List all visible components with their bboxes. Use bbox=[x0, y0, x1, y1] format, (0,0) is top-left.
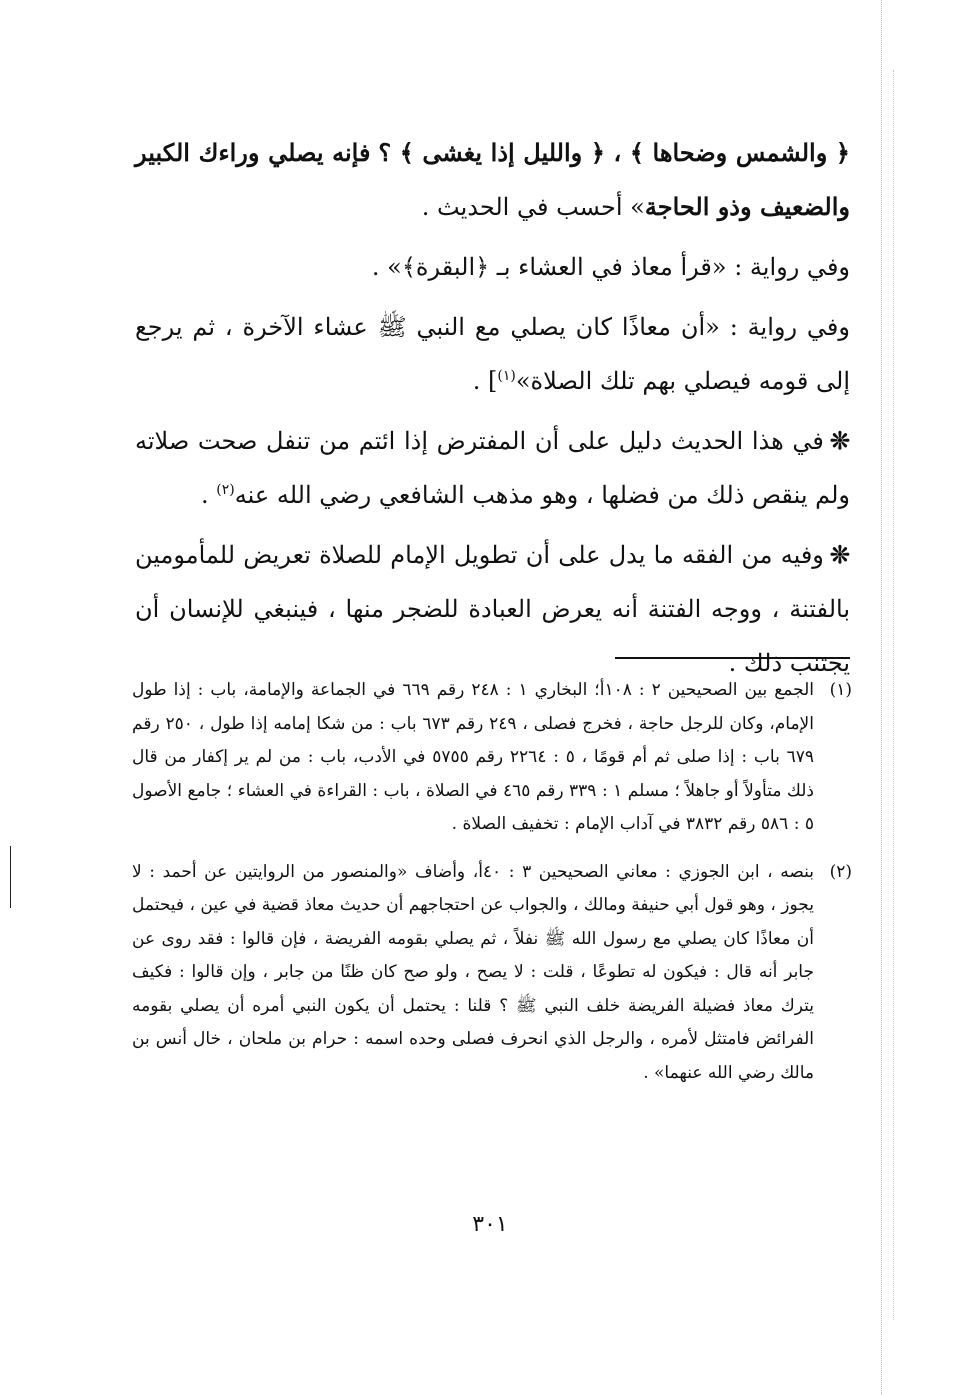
paragraph-1-tail: » أحسب في الحديث . bbox=[421, 193, 645, 221]
paragraph-1 bbox=[135, 126, 850, 234]
footnotes-section bbox=[132, 674, 852, 1104]
paragraph-3-end: ] . bbox=[472, 367, 498, 395]
footnote-separator bbox=[615, 657, 850, 659]
paragraph-5 bbox=[135, 528, 850, 690]
paragraph-2 bbox=[135, 240, 850, 294]
footnote-number: (١) bbox=[829, 680, 852, 700]
footnote-ref-2[interactable]: (٢) bbox=[216, 482, 235, 498]
fiqh-note-2: وفيه من الفقه ما يدل على أن تطويل الإمام للصلاة تعريض للمأمومين بالفتنة ، ووجه الفتنة أنه يعرض العبادة للضجر منها ، فينبغي للإنسان أن يجتنب ذلك . bbox=[135, 541, 850, 677]
footnote-2 bbox=[132, 856, 852, 1091]
hadith-quote: فإنه يصلي وراءك الكبير والضعيف وذو الحاجة bbox=[135, 138, 850, 221]
footnote-number: (٢) bbox=[829, 861, 852, 882]
footnote-text: الجمع بين الصحيحين ٢ : ١٠٨أ؛ البخاري ١ : ٢٤٨ رقم ٦٦٩ في الجماعة والإمامة، باب : إذا طول الإمام، وكان للرجل حاجة ، فخرج فصلى ، ٢٤٩ رقم ٦٧٣ باب : من شكا إمامه إذا طول ، ٢٥٠ رقم ٦٧٩ باب : إذا صلى ثم أم قومًا ، ٥ : ٢٢٦٤ رقم ٥٧٥٥ في الأدب، باب : من لم ير إكفار من قال ذلك متأولاً أو جاهلاً ؛ مسلم ١ : ٣٣٩ رقم ٤٦٥ في الصلاة ، باب : القراءة في العشاء ؛ جامع الأصول ٥ : ٥٨٦ رقم ٣٨٣٢ في آداب الإمام : تخفيف الصلاة . bbox=[132, 680, 815, 834]
page-edge-shadow-inner bbox=[893, 70, 894, 1320]
riwaya-baqara: وفي رواية : «قرأ معاذ في العشاء بـ ﴿البقرة﴾» . bbox=[371, 253, 850, 281]
footnote-ref-1[interactable]: (١) bbox=[497, 368, 516, 384]
paragraph-4 bbox=[135, 414, 850, 522]
star-bullet-icon: ❊ bbox=[829, 426, 850, 455]
paragraph-3 bbox=[135, 300, 850, 408]
star-bullet-icon: ❊ bbox=[829, 540, 850, 569]
footnote-1 bbox=[132, 674, 852, 842]
fiqh-note-1: في هذا الحديث دليل على أن المفترض إذا ائتم من تنفل صحت صلاته ولم ينقص ذلك من فضلها ، وهو مذهب الشافعي رضي الله عنه bbox=[135, 427, 850, 509]
riwaya-muadh: وفي رواية : «أن معاذًا كان يصلي مع النبي ﷺ عشاء الآخرة ، ثم يرجع إلى قومه فيصلي بهم تلك الصلاة» bbox=[135, 313, 850, 395]
page-edge-shadow bbox=[881, 0, 882, 1395]
page-number: ٣٠١ bbox=[472, 1212, 508, 1237]
quran-verses: ﴿ والشمس وضحاها ﴾ ، ﴿ والليل إذا يغشى ﴾ ؟ bbox=[378, 138, 850, 167]
footnote-text: بنصه ، ابن الجوزي : معاني الصحيحين ٣ : ٤٠أ، وأضاف «والمنصور من الروايتين عن أحمد : لا يجوز ، وهو قول أبي حنيفة ومالك ، والجواب عن احتجاجهم أن حديث معاذ قضية في عين ، فيحتمل أن معاذًا كان يصلي مع رسول الله ﷺ نفلاً ، ثم يصلي بقومه الفريضة ، فإن قالوا : فقد روى عن جابر أنه قال : فيكون له تطوعًا ، قلت : لا يصح ، ولو صح كان ظنًا من جابر ، وإن قالوا : فكيف يترك معاذ فضيلة الفريضة خلف النبي ﷺ ؟ قلنا : يحتمل أن يكون النبي أمره أن يصلي بقومه الفرائض فامتثل لأمره ، والرجل الذي انحرف فصلى وحده اسمه : حرام بن ملحان ، خال أنس بن مالك رضي الله عنهما» . bbox=[132, 861, 814, 1083]
paragraph-4-end: . bbox=[201, 481, 217, 509]
main-text-block bbox=[135, 126, 850, 690]
scan-margin-mark bbox=[10, 846, 11, 908]
